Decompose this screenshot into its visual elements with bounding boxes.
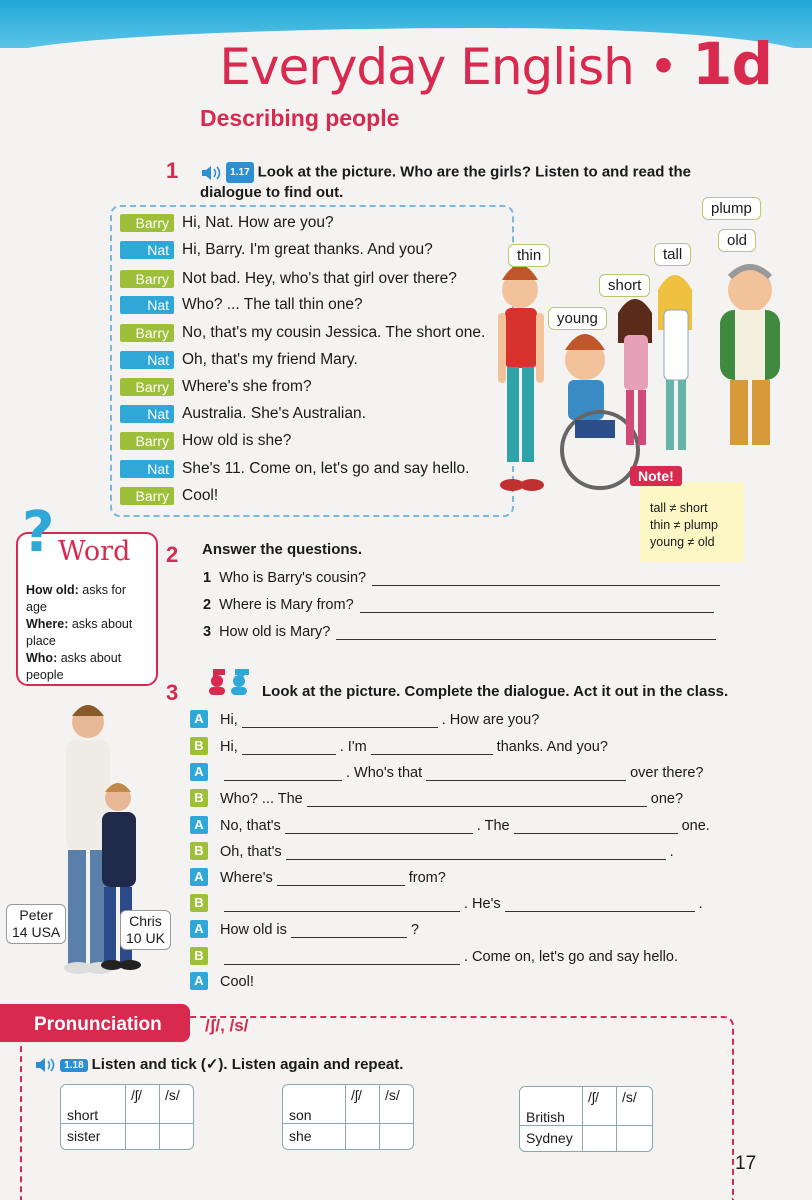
completion-text: . Come on, let's go and say hello. — [464, 949, 678, 965]
track-badge: 1.17 — [226, 162, 253, 183]
ex2-question: 1 Who is Barry's cousin? — [203, 570, 720, 586]
completion-text: ? — [410, 922, 419, 938]
dialogue-line — [120, 432, 291, 450]
completion-text: Oh, that's — [220, 844, 282, 860]
completion-line — [190, 972, 254, 990]
speaker-letter: B — [190, 947, 208, 965]
completion-text: Where's — [220, 870, 273, 886]
blank-line[interactable] — [285, 820, 473, 834]
blank-line[interactable] — [426, 767, 626, 781]
speaker-tag: Barry — [120, 432, 174, 450]
completion-text: . The — [476, 818, 510, 834]
word-box-title: Word — [58, 536, 131, 567]
speaker-letter: B — [190, 894, 208, 912]
label-tall: tall — [654, 243, 691, 266]
label-plump: plump — [702, 197, 761, 220]
completion-line — [190, 789, 683, 807]
ex3-instruction: Look at the picture. Complete the dialogue. Act it out in the class. — [262, 683, 729, 700]
completion-text: . How are you? — [441, 712, 540, 728]
blank-line[interactable] — [307, 793, 647, 807]
dialogue-line — [120, 324, 485, 342]
word-box: How old: asks for age Where: asks about place Who: asks about people — [16, 532, 158, 686]
blank-line[interactable] — [291, 924, 407, 938]
completion-line — [190, 816, 710, 834]
answer-line[interactable] — [336, 626, 716, 640]
pronunciation-label: Pronunciation — [34, 1014, 162, 1035]
completion-line — [190, 737, 608, 755]
dialogue-text: Not bad. Hey, who's that girl over there? — [182, 270, 457, 287]
ex3-number: 3 — [166, 680, 179, 705]
speaker-letter: A — [190, 763, 208, 781]
dialogue-line — [120, 241, 433, 259]
completion-text: . — [669, 844, 674, 860]
completion-text: Who? ... The — [220, 791, 303, 807]
blank-line[interactable] — [286, 846, 666, 860]
name-card-peter: Peter 14 USA — [6, 904, 66, 944]
ex2-instruction: Answer the questions. — [202, 541, 363, 558]
completion-text: . Who's that — [346, 765, 423, 781]
speaker-tag: Nat — [120, 241, 174, 259]
dialogue-text: How old is she? — [182, 432, 292, 449]
note-tag: Note! — [630, 466, 682, 486]
tick-table-3: /ʃ/ /s/ British Sydney — [519, 1086, 653, 1152]
dialogue-text: Cool! — [182, 487, 219, 504]
dialogue-line — [120, 270, 457, 288]
speaker-tag: Barry — [120, 487, 174, 505]
blank-line[interactable] — [277, 872, 405, 886]
label-thin: thin — [508, 244, 550, 267]
speaker-tag: Barry — [120, 378, 174, 396]
answer-line[interactable] — [360, 599, 714, 613]
completion-text: one. — [681, 818, 710, 834]
dialogue-text: Where's she from? — [182, 378, 312, 395]
tick-table-2: /ʃ/ /s/ son she — [282, 1084, 414, 1150]
blank-line[interactable] — [242, 714, 438, 728]
dialogue-line — [120, 405, 366, 423]
speaker-tag: Barry — [120, 324, 174, 342]
dialogue-text: She's 11. Come on, let's go and say hello. — [182, 460, 470, 477]
blank-line[interactable] — [505, 898, 695, 912]
label-young: young — [548, 307, 607, 330]
audio-icon[interactable] — [34, 1057, 56, 1073]
page-title: Everyday English • 1d — [219, 30, 772, 98]
blank-line[interactable] — [371, 741, 493, 755]
pair-work-icon — [203, 667, 255, 695]
dialogue-text: Who? ... The tall thin one? — [182, 296, 363, 313]
completion-text: . I'm — [339, 739, 367, 755]
blank-line[interactable] — [242, 741, 336, 755]
tick-word: sister — [67, 1128, 101, 1144]
dialogue-text: No, that's my cousin Jessica. The short one. — [182, 324, 486, 341]
dialogue-line — [120, 487, 218, 505]
blank-line[interactable] — [224, 951, 460, 965]
completion-text: thanks. And you? — [496, 739, 608, 755]
tick-table-1: /ʃ/ /s/ short sister — [60, 1084, 194, 1150]
speaker-letter: A — [190, 868, 208, 886]
dialogue-line — [120, 378, 312, 396]
speaker-letter: A — [190, 710, 208, 728]
note-box: tall ≠ short thin ≠ plump young ≠ old — [640, 482, 744, 562]
blank-line[interactable] — [224, 898, 460, 912]
tick-word: British — [526, 1109, 565, 1125]
pronunciation-instruction: 1.18 Listen and tick (✓). Listen again and repeat. — [34, 1055, 403, 1073]
completion-text: from? — [408, 870, 446, 886]
pronunciation-sounds: /ʃ/, /s/ — [205, 1016, 249, 1035]
speaker-letter: B — [190, 842, 208, 860]
dialogue-text: Hi, Barry. I'm great thanks. And you? — [182, 241, 433, 258]
label-short: short — [599, 274, 650, 297]
tick-word: short — [67, 1107, 99, 1123]
speaker-tag: Nat — [120, 460, 174, 478]
completion-text: one? — [650, 791, 684, 807]
speaker-letter: A — [190, 920, 208, 938]
blank-line[interactable] — [224, 767, 342, 781]
completion-text: Hi, — [220, 712, 238, 728]
speaker-letter: B — [190, 737, 208, 755]
completion-text: How old is — [220, 922, 287, 938]
dialogue-text: Hi, Nat. How are you? — [182, 214, 334, 231]
speaker-tag: Nat — [120, 296, 174, 314]
blank-line[interactable] — [514, 820, 678, 834]
ex2-question: 3 How old is Mary? — [203, 624, 716, 640]
completion-line — [190, 947, 678, 965]
tick-word: Sydney — [526, 1130, 573, 1146]
label-old: old — [718, 229, 756, 252]
ex2-question: 2 Where is Mary from? — [203, 597, 714, 613]
ex1-number: 1 — [166, 158, 179, 183]
speaker-tag: Nat — [120, 351, 174, 369]
audio-icon[interactable] — [200, 165, 222, 181]
dialogue-text: Australia. She's Australian. — [182, 405, 366, 422]
dialogue-text: Oh, that's my friend Mary. — [182, 351, 358, 368]
speaker-letter: B — [190, 789, 208, 807]
name-card-chris: Chris 10 UK — [120, 910, 171, 950]
dialogue-line — [120, 460, 469, 478]
speaker-tag: Nat — [120, 405, 174, 423]
completion-line — [190, 920, 419, 938]
speaker-letter: A — [190, 816, 208, 834]
completion-line — [190, 842, 674, 860]
dialogue-line — [120, 351, 358, 369]
tick-word: son — [289, 1107, 312, 1123]
dialogue-line — [120, 296, 363, 314]
track-badge: 1.18 — [60, 1059, 87, 1072]
completion-line — [190, 763, 703, 781]
ex1-instruction: 1.17 Look at the picture. Who are the girls? Listen to and read the dialogue to find out. — [200, 163, 692, 201]
page-number: 17 — [735, 1153, 757, 1174]
completion-text: . — [698, 896, 703, 912]
answer-line[interactable] — [372, 572, 720, 586]
completion-text: No, that's — [220, 818, 281, 834]
dialogue-line — [120, 214, 334, 232]
completion-text: . He's — [464, 896, 501, 912]
speaker-tag: Barry — [120, 270, 174, 288]
speaker-letter: A — [190, 972, 208, 990]
completion-text: Cool! — [220, 974, 254, 990]
completion-line — [190, 868, 446, 886]
question-mark-icon: ? — [22, 500, 55, 565]
speaker-tag: Barry — [120, 214, 174, 232]
completion-text: Hi, — [220, 739, 238, 755]
completion-line — [190, 710, 539, 728]
completion-line — [190, 894, 703, 912]
section-title: Describing people — [200, 105, 400, 131]
completion-text: over there? — [630, 765, 704, 781]
tick-word: she — [289, 1128, 312, 1144]
ex2-number: 2 — [166, 542, 179, 567]
